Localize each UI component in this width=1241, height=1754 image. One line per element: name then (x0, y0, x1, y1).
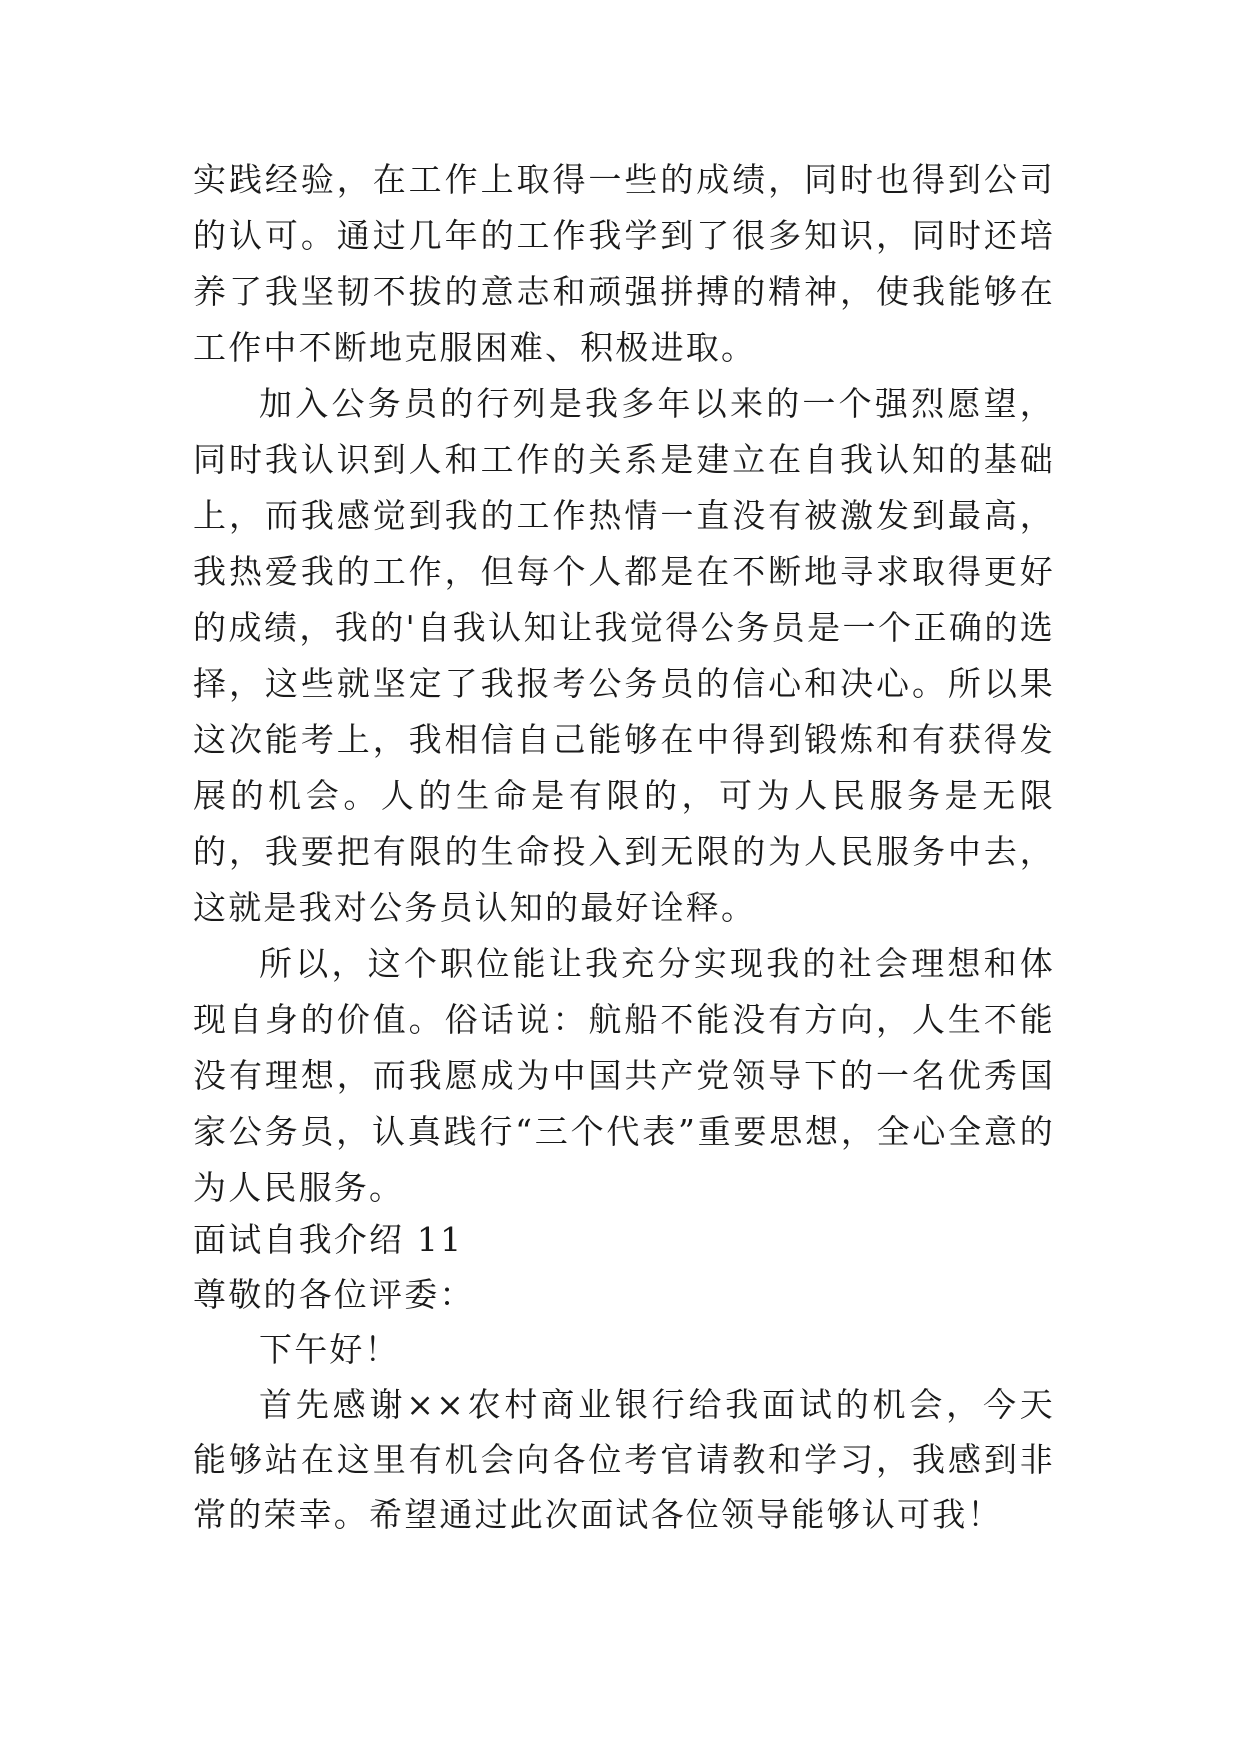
paragraph-practice-experience: 实践经验，在工作上取得一些的成绩，同时也得到公司的认可。通过几年的工作我学到了很多知识，同时还培养了我坚韧不拔的意志和顽强拼搏的精神，使我能够在工作中不断地克服困难、积极进取。 (193, 160, 1055, 367)
section-body-paragraph: 首先感谢××农村商业银行给我面试的机会，今天能够站在这里有机会向各位考官请教和学习，我感到非常的荣幸。希望通过此次面试各位领导能够认可我！ (193, 1385, 1055, 1534)
paragraph-self-value: 所以，这个职位能让我充分实现我的社会理想和体现自身的价值。俗话说：航船不能没有方向，人生不能没有理想，而我愿成为中国共产党领导下的一名优秀国家公务员，认真践行“三个代表”重要思想，全心全意的为人民服务。 (193, 944, 1055, 1207)
self-introduction-section (193, 1212, 1055, 1542)
paragraph-civil-servant-wish: 加入公务员的行列是我多年以来的一个强烈愿望，同时我认识到人和工作的关系是建立在自我认知的基础上，而我感觉到我的工作热情一直没有被激发到最高，我热爱我的工作，但每个人都是在不断地寻求取得更好的成绩，我的'自我认知让我觉得公务员是一个正确的选择，这些就坚定了我报考公务员的信心和决心。所以果这次能考上，我相信自己能够在中得到锻炼和有获得发展的机会。人的生命是有限的，可为人民服务是无限的，我要把有限的生命投入到无限的为人民服务中去，这就是我对公务员认知的最好诠释。 (193, 384, 1055, 927)
continued-text-block (193, 152, 1055, 1216)
greeting: 下午好！ (259, 1330, 400, 1369)
section-title: 面试自我介绍 11 (193, 1220, 464, 1259)
salutation: 尊敬的各位评委： (193, 1275, 475, 1314)
